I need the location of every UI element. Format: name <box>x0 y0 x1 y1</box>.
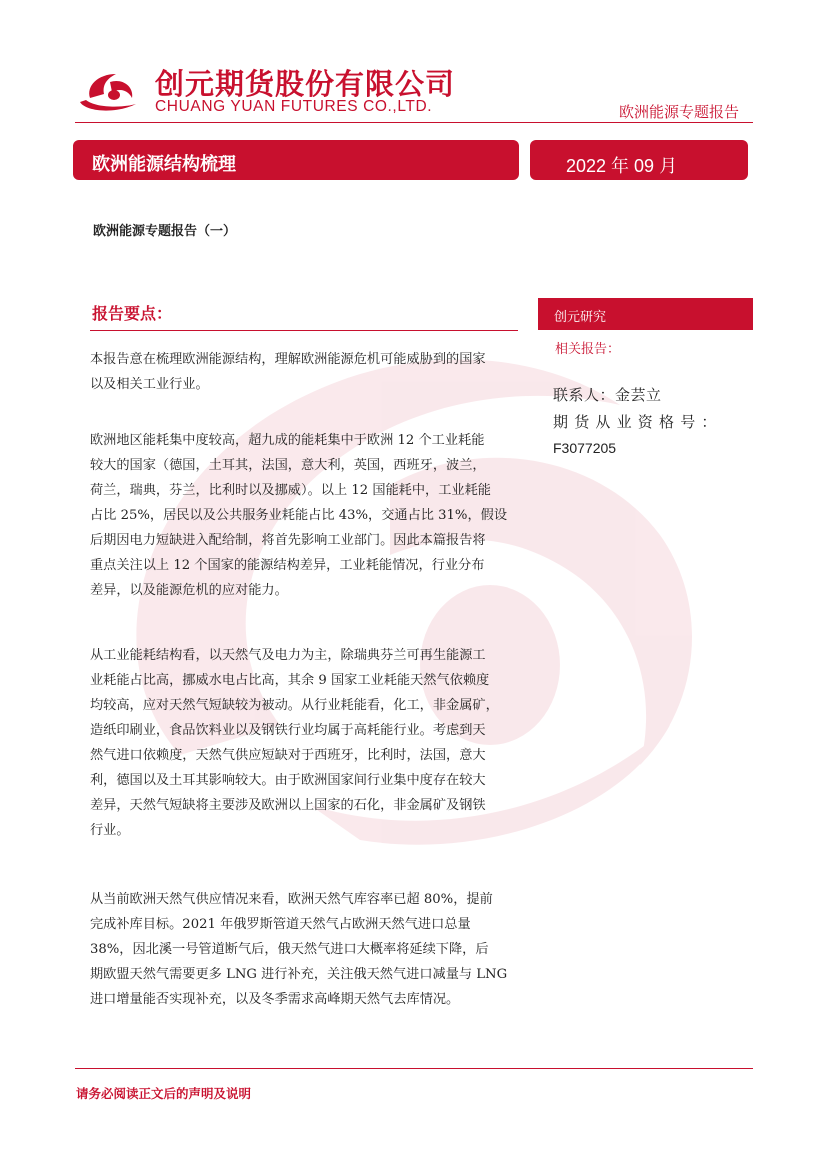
paragraph-line: 造纸印刷业，食品饮料业以及钢铁行业均属于高耗能行业。考虑到天 <box>90 723 486 738</box>
paragraph-line: 进口增量能否实现补充，以及冬季需求高峰期天然气去库情况。 <box>90 992 460 1007</box>
paragraph-line: 荷兰，瑞典，芬兰，比利时以及挪威）。以上 12 国能耗中，工业耗能 <box>90 483 491 498</box>
company-name-cn: 创元期货股份有限公司 <box>155 67 456 101</box>
report-type-label: 欧洲能源专题报告 <box>619 103 740 121</box>
paragraph-line: 欧洲地区能耗集中度较高，超九成的能耗集中于欧洲 12 个工业耗能 <box>90 433 485 448</box>
related-reports-label: 相关报告： <box>555 342 621 357</box>
paragraph-line: 从当前欧洲天然气供应情况来看，欧洲天然气库容率已超 80%，提前 <box>90 892 493 907</box>
paragraph-line: 均较高，应对天然气短缺较为被动。从行业耗能看，化工，非金属矿， <box>90 698 499 713</box>
paragraph-line: 较大的国家（德国，土耳其，法国，意大利，英国，西班牙，波兰， <box>90 458 486 473</box>
paragraph-line: 差异，天然气短缺将主要涉及欧洲以上国家的石化，非金属矿及钢铁 <box>90 798 486 813</box>
paragraph-line: 重点关注以上 12 个国家的能源结构差异，工业耗能情况，行业分布 <box>90 558 485 573</box>
paragraph-line: 完成补库目标。2021 年俄罗斯管道天然气占欧洲天然气进口总量 <box>90 917 471 932</box>
paragraph-line: 行业。 <box>90 823 130 838</box>
company-name-en: CHUANG YUAN FUTURES CO.,LTD. <box>155 98 433 115</box>
header-divider <box>75 122 753 123</box>
footer-disclaimer: 请务必阅读正文后的声明及说明 <box>76 1086 252 1101</box>
report-subtitle: 欧洲能源专题报告（一） <box>93 224 237 239</box>
paragraph-line: 以及相关工业行业。 <box>90 377 209 392</box>
footer-divider <box>75 1068 753 1069</box>
summary-paragraph <box>90 887 522 1012</box>
paragraph-line: 后期因电力短缺进入配给制，将首先影响工业部门。因此本篇报告将 <box>90 533 486 548</box>
contact-person: 联系人：金芸立 <box>553 386 662 404</box>
paragraph-line: 期欧盟天然气需要更多 LNG 进行补充，关注俄天然气进口减量与 LNG <box>90 967 508 982</box>
report-date: 2022 年 09 月 <box>566 156 678 176</box>
chuangyuan-logo-icon <box>76 68 146 114</box>
summary-paragraph <box>90 428 522 603</box>
license-number: F3077205 <box>553 440 617 456</box>
paragraph-line: 本报告意在梳理欧洲能源结构，理解欧洲能源危机可能威胁到的国家 <box>90 352 486 367</box>
summary-heading: 报告要点： <box>92 304 173 323</box>
summary-divider <box>90 330 518 331</box>
paragraph-line: 利，德国以及土耳其影响较大。由于欧洲国家间行业集中度存在较大 <box>90 773 486 788</box>
paragraph-line: 占比 25%，居民以及公共服务业耗能占比 43%，交通占比 31%，假设 <box>90 508 508 523</box>
paragraph-line: 业耗能占比高，挪威水电占比高，其余 9 国家工业耗能天然气依赖度 <box>90 673 490 688</box>
license-label: 期货从业资格号： <box>553 413 723 431</box>
paragraph-line: 从工业能耗结构看，以天然气及电力为主，除瑞典芬兰可再生能源工 <box>90 648 486 663</box>
research-label: 创元研究 <box>554 310 607 325</box>
summary-paragraph <box>90 347 522 397</box>
summary-paragraph <box>90 643 522 843</box>
paragraph-line: 差异，以及能源危机的应对能力。 <box>90 583 288 598</box>
report-title: 欧洲能源结构梳理 <box>92 154 236 175</box>
paragraph-line: 38%，因北溪一号管道断气后，俄天然气进口大概率将延续下降，后 <box>90 942 489 957</box>
paragraph-line: 然气进口依赖度，天然气供应短缺对于西班牙，比利时，法国，意大 <box>90 748 486 763</box>
